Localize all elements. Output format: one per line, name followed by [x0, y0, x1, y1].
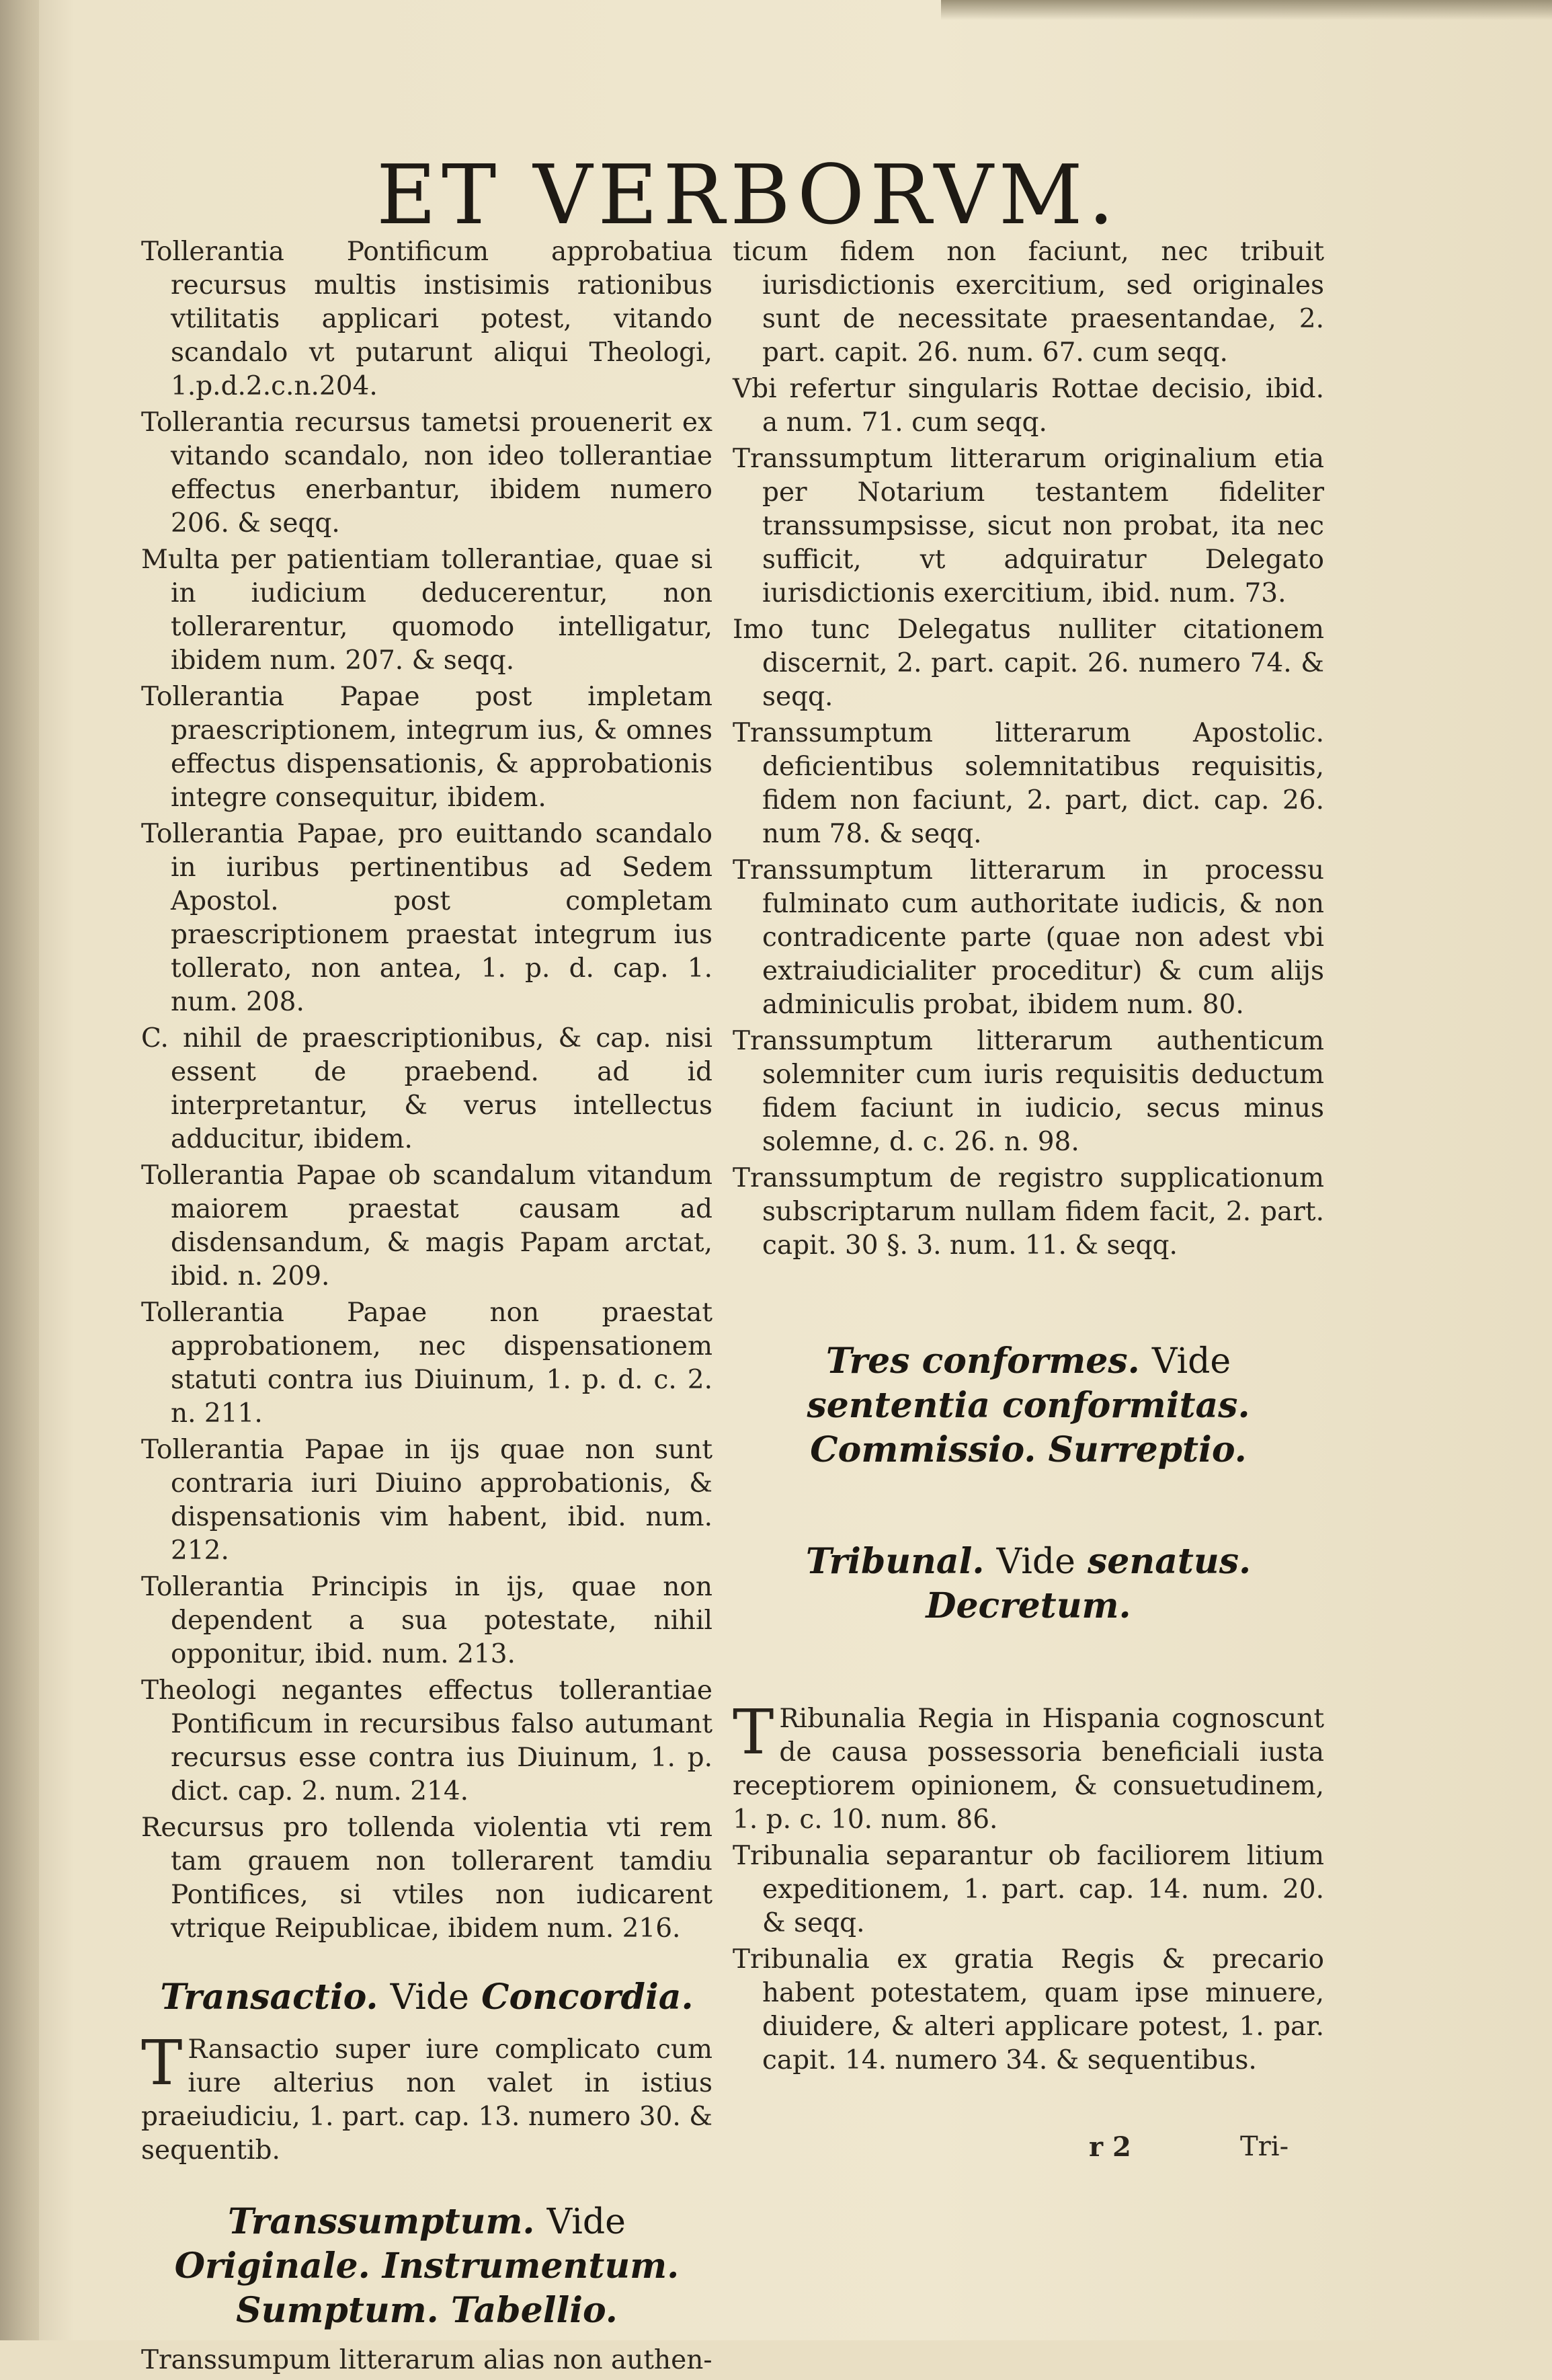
- tribunal-text: Ribunalia Regia in Hispania cognoscunt de causa possessoria beneficiali iusta receptiorem opinionem, & consuetudinem, 1. p. c. 10. num. 86.: [733, 1704, 1324, 1835]
- index-entry: Transsumptum litterarum originalium etia per Notarium testantem fideliter transsumpsisse, sicut non probat, ita nec sufficit, vt adquiratur Delegato iurisdictionis exercitium, ibid. num. 73.: [733, 444, 1324, 608]
- index-entry: Tollerantia Papae non praestat approbationem, nec dispensationem statuti contra ius Diuinum, 1. p. d. c. 2. n. 211.: [141, 1298, 712, 1429]
- heading-see: Vide: [1151, 1341, 1231, 1382]
- heading-refs: sententia conformitas. Commissio. Surreptio.: [807, 1385, 1250, 1470]
- heading-tribunal: [733, 1540, 1324, 1628]
- binding-gutter: [0, 0, 39, 2340]
- drop-cap: T: [141, 2027, 183, 2099]
- transactio-text: Ransactio super iure complicato cum iure alterius non valet in istius praeiudiciu, 1. part. cap. 13. numero 30. & sequentib.: [141, 2034, 712, 2166]
- signature-mark: r 2: [1089, 2131, 1131, 2163]
- right-entries: [733, 235, 1324, 1263]
- index-entry: Vbi refertur singularis Rottae decisio, ibid. a num. 71. cum seqq.: [733, 374, 1324, 438]
- index-entry: Theologi negantes effectus tollerantiae Pontificum in recursibus falso autumant recursus esse contra ius Diuinum, 1. p. dict. cap. 2. num. 214.: [141, 1675, 712, 1807]
- left-entries: [141, 235, 712, 1946]
- index-entry: Imo tunc Delegatus nulliter citationem discernit, 2. part. capit. 26. numero 74. & seqq.: [733, 614, 1324, 712]
- index-entry: Tollerantia Papae post impletam praescriptionem, integrum ius, & omnes effectus dispensationis, & approbationis integre consequitur, ibidem.: [141, 682, 712, 813]
- catchword: Tri-: [1240, 2131, 1289, 2162]
- index-entry: Transsumptum litterarum in processu fulminato cum authoritate iudicis, & non contradicente parte (quae non adest vbi extraiudicialiter proceditur) & cum alijs adminiculis probat, ibidem num. 80.: [733, 855, 1324, 1020]
- index-entry: Tollerantia Principis in ijs, quae non dependent a sua potestate, nihil opponitur, ibid. num. 213.: [141, 1572, 712, 1669]
- transactio-entry: [141, 2027, 712, 2168]
- index-entry: Tollerantia Papae, pro euittando scandalo in iuribus pertinentibus ad Sedem Apostol. post completam praescriptionem praestat integrum ius tollerato, non antea, 1. p. d. cap. 1. num. 208.: [141, 819, 712, 1017]
- heading-tres-conformes: [733, 1339, 1324, 1472]
- index-entry: Tribunalia ex gratia Regis & precario habent potestatem, quam ipse minuere, diuidere, & alteri applicare potest, 1. par. capit. 14. numero 34. & sequentibus.: [733, 1944, 1324, 2075]
- heading-transactio: [141, 1975, 712, 2020]
- heading-see: Vide: [390, 1977, 469, 2018]
- left-column: [141, 235, 712, 2380]
- heading-word: Transsumptum.: [228, 2201, 535, 2242]
- heading-refs: Concordia.: [481, 1977, 694, 2018]
- index-entry: Tollerantia Pontificum approbatiua recursus multis instisimis rationibus vtilitatis applicari potest, vitando scandalo vt putarunt aliqui Theologi, 1.p.d.2.c.n.204.: [141, 237, 712, 401]
- drop-cap: T: [733, 1696, 774, 1768]
- heading-refs: senatus. Decretum.: [926, 1541, 1252, 1626]
- heading-see: Vide: [546, 2202, 626, 2242]
- index-entry: Tribunalia separantur ob faciliorem litium expeditionem, 1. part. cap. 14. num. 20. & seqq.: [733, 1841, 1324, 1938]
- index-entry: Recursus pro tollenda violentia vti rem tam grauem non tollerarent tamdiu Pontifices, si vtiles non iudicarent vtrique Reipublicae, ibidem num. 216.: [141, 1813, 712, 1944]
- page-header: ET VERBORVM.: [376, 147, 1120, 243]
- heading-see: Vide: [996, 1542, 1075, 1582]
- index-entry: Tollerantia Papae ob scandalum vitandum maiorem praestat causam ad disdensandum, & magis Papam arctat, ibid. n. 209.: [141, 1160, 712, 1292]
- right-column: [733, 235, 1324, 2080]
- heading-refs: Originale. Instrumentum. Sumptum. Tabellio.: [174, 2246, 680, 2331]
- heading-transsumptum: [141, 2200, 712, 2333]
- index-entry: ticum fidem non faciunt, nec tribuit iurisdictionis exercitium, sed originales sunt de necessitate praesentandae, 2. part. capit. 26. num. 67. cum seqq.: [733, 237, 1324, 368]
- index-entry: Transsumptum de registro supplicationum subscriptarum nullam fidem facit, 2. part. capit. 30 §. 3. num. 11. & seqq.: [733, 1163, 1324, 1261]
- heading-word: Tres conformes.: [825, 1341, 1140, 1382]
- heading-word: Tribunal.: [805, 1541, 985, 1582]
- index-entry: Multa per patientiam tollerantiae, quae si in iudicium deducerentur, non tollerarentur, quomodo intelligatur, ibidem num. 207. & seqq.: [141, 545, 712, 676]
- heading-word: Transactio.: [160, 1977, 378, 2018]
- index-entry: Transsumptum litterarum authenticum solemniter cum iuris requisitis deductum fidem faciunt in iudicio, secus minus solemne, d. c. 26. n. 98.: [733, 1026, 1324, 1157]
- index-entry: Tollerantia Papae in ijs quae non sunt contraria iuri Diuino approbationis, & dispensationis vim habent, ibid. num. 212.: [141, 1435, 712, 1566]
- index-entry: C. nihil de praescriptionibus, & cap. nisi essent de praebend. ad id interpretantur, & verus intellectus adducitur, ibidem.: [141, 1023, 712, 1154]
- index-entry: Tollerantia recursus tametsi prouenerit ex vitando scandalo, non ideo tollerantiae effectus enerbantur, ibidem numero 206. & seqq.: [141, 407, 712, 539]
- index-entry: Transsumpum litterarum alias non authen-: [141, 2345, 712, 2375]
- index-entry: Transsumptum litterarum Apostolic. deficientibus solemnitatibus requisitis, fidem non faciunt, 2. part, dict. cap. 26. num 78. & seqq.: [733, 718, 1324, 849]
- tribunal-entry: [733, 1696, 1324, 1837]
- page-top-shadow: [941, 0, 1552, 20]
